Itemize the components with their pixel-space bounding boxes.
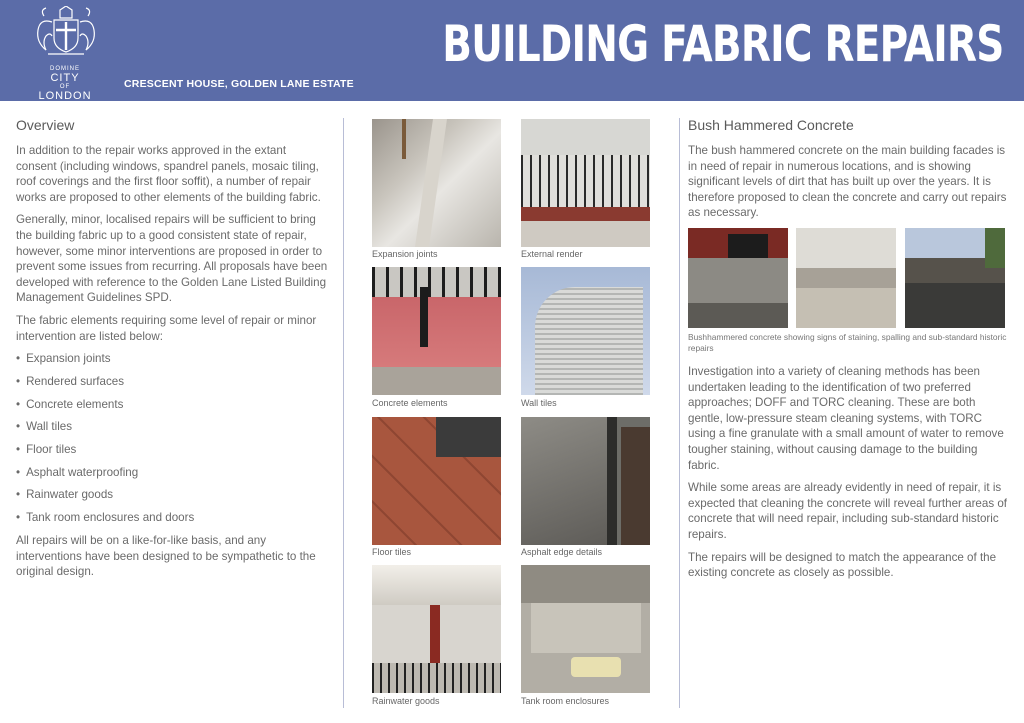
page-title: BUILDING FABRIC REPAIRS	[442, 15, 1004, 73]
concrete-elements-photo	[372, 267, 501, 395]
tank-room-photo	[521, 565, 650, 693]
list-item: • Tank room enclosures and doors	[16, 510, 328, 525]
floor-tiles-photo	[372, 417, 501, 545]
bush-photo-1	[688, 228, 788, 328]
header-banner	[0, 0, 1024, 101]
caption-external-render: External render	[521, 249, 583, 259]
list-item: • Wall tiles	[16, 419, 328, 434]
bush-paragraph-3: While some areas are already evidently in need of repair, it is expected that cleaning the concrete will reveal further areas of concrete that will need repair, including sub-standard historic repairs.	[688, 481, 1008, 541]
expansion-joints-photo	[372, 119, 501, 247]
list-item: • Asphalt waterproofing	[16, 465, 328, 480]
repair-elements-list	[16, 351, 328, 525]
caption-floor-tiles: Floor tiles	[372, 547, 412, 557]
external-render-photo	[521, 119, 650, 247]
asphalt-edge-photo	[521, 417, 650, 545]
bush-photo-3	[905, 228, 1005, 328]
bush-photo-row	[688, 228, 1008, 328]
column-divider-right	[679, 118, 680, 708]
list-item: • Expansion joints	[16, 351, 328, 366]
crest-icon	[30, 6, 102, 58]
caption-tank-room-enclosures: Tank room enclosures	[521, 696, 610, 706]
bush-photo-2	[796, 228, 896, 328]
caption-rainwater-goods: Rainwater goods	[372, 696, 440, 706]
overview-section	[16, 117, 328, 587]
caption-wall-tiles: Wall tiles	[521, 398, 557, 408]
overview-paragraph-4: All repairs will be on a like-for-like basis, and any interventions have been designed to be sympathetic to the original design.	[16, 533, 316, 579]
caption-asphalt-edge-details: Asphalt edge details	[521, 547, 603, 557]
logo-motto: DOMINE	[50, 66, 80, 72]
overview-paragraph-3: The fabric elements requiring some level of repair or minor intervention are listed below:	[16, 313, 317, 343]
bush-paragraph-2: Investigation into a variety of cleaning methods has been undertaken leading to the identification of two preferred approaches; DOFF and TORC cleaning. These are both gentle, low-pressure steam cleaning systems, with TORC using a fine granulate with a small amount of water to remove tougher staining, without causing damage to the building fabric.	[688, 364, 1004, 472]
logo-line-of: OF	[59, 84, 71, 90]
list-item: • Concrete elements	[16, 397, 328, 412]
bush-paragraph-4: The repairs will be designed to match the appearance of the existing concrete as closely as possible.	[688, 550, 997, 580]
site-subtitle: CRESCENT HOUSE, GOLDEN LANE ESTATE	[124, 78, 354, 90]
wall-tiles-photo	[521, 267, 650, 395]
logo-line-london: LONDON	[38, 90, 92, 102]
caption-expansion-joints: Expansion joints	[372, 249, 438, 259]
bush-heading: Bush Hammered Concrete	[688, 117, 854, 133]
column-divider-left	[343, 118, 344, 708]
caption-concrete-elements: Concrete elements	[372, 398, 448, 408]
logo-line-city: CITY	[50, 72, 80, 84]
overview-heading: Overview	[16, 117, 75, 133]
list-item: • Floor tiles	[16, 442, 328, 457]
bush-paragraph-1: The bush hammered concrete on the main building facades is in need of repair in numerous locations, and is showing significant levels of dirt that has built up over the years. It is therefore proposed to clean the concrete and carry out repairs as necessary.	[688, 144, 1007, 220]
list-item: • Rendered surfaces	[16, 374, 328, 389]
overview-paragraph-2: Generally, minor, localised repairs will be sufficient to bring the building fabric up to a good consistent state of repair, however, some minor interventions are proposed in order to prevent some issues from recurring. All proposals have been developed with reference to the Golden Lane Listed Building Management Guidelines SPD.	[16, 213, 328, 305]
bush-hammered-section	[688, 117, 1008, 588]
city-of-london-logo	[30, 6, 102, 102]
bush-photo-caption: Bushhammered concrete showing signs of staining, spalling and sub-standard historic repairs	[688, 331, 1007, 353]
overview-paragraph-1: In addition to the repair works approved in the extant consent (including windows, spandrel panels, mosaic tiling, roof coverings and the first floor soffit), a number of repair works are proposed to other elements of the building fabric.	[16, 144, 321, 204]
rainwater-goods-photo	[372, 565, 501, 693]
list-item: • Rainwater goods	[16, 487, 328, 502]
